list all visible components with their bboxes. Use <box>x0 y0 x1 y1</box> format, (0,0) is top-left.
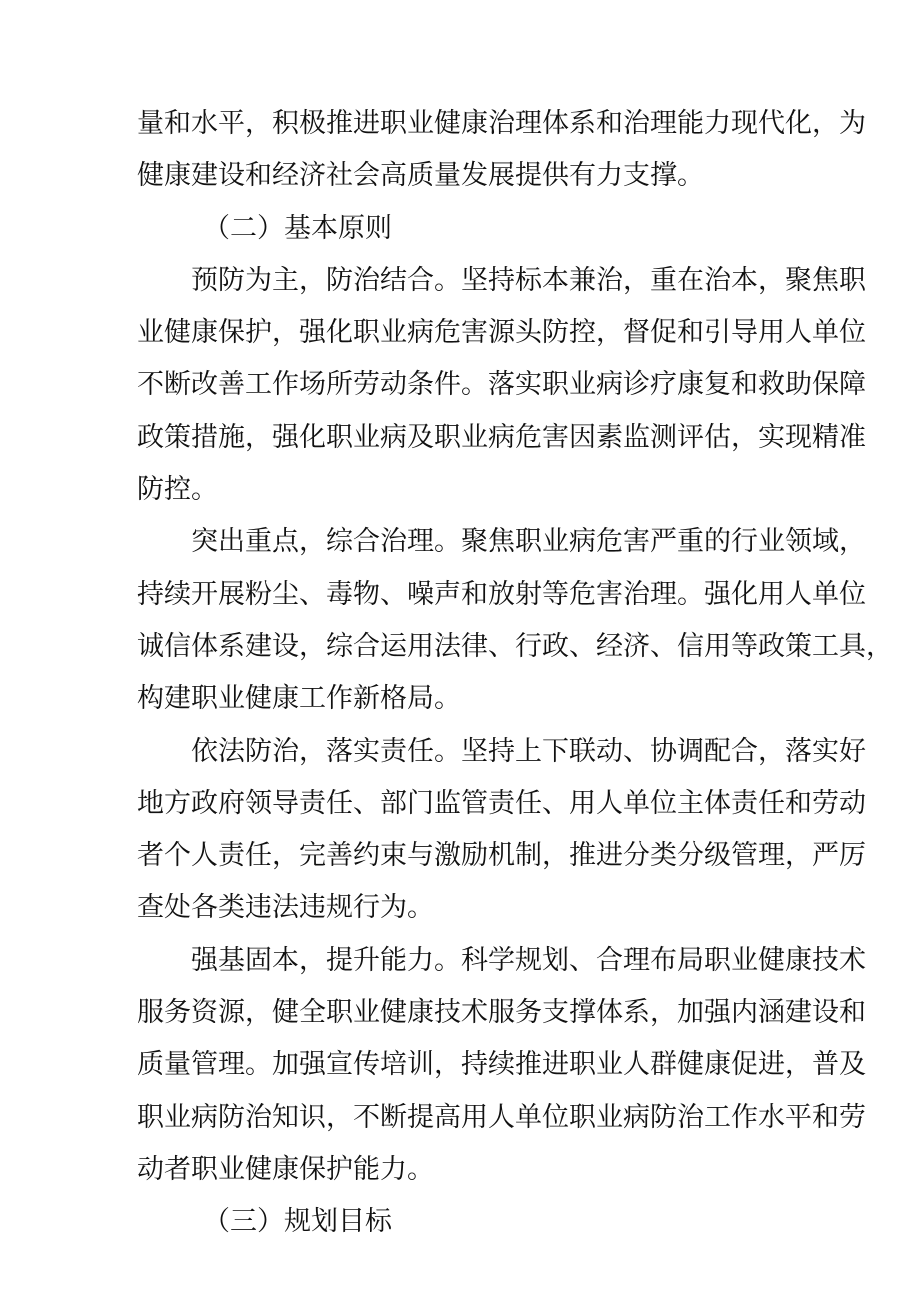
body-line: 健康建设和经济社会高质量发展提供有力支撑。 <box>137 160 704 192</box>
body-line: 突出重点，综合治理。聚焦职业病危害严重的行业领域， <box>191 526 866 558</box>
section-heading: （二）基本原则 <box>203 212 392 244</box>
body-line: 防控。 <box>137 474 218 506</box>
body-line: 不断改善工作场所劳动条件。落实职业病诊疗康复和救助保障 <box>137 369 866 401</box>
body-line: 查处各类违法违规行为。 <box>137 892 434 924</box>
body-line: 地方政府领导责任、部门监管责任、用人单位主体责任和劳动 <box>137 787 866 819</box>
body-line: 诚信体系建设，综合运用法律、行政、经济、信用等政策工具， <box>137 630 893 662</box>
body-line: 强基固本，提升能力。科学规划、合理布局职业健康技术 <box>191 944 866 976</box>
body-line: 政策措施，强化职业病及职业病危害因素监测评估，实现精准 <box>137 421 866 453</box>
body-line: 依法防治，落实责任。坚持上下联动、协调配合，落实好 <box>191 735 866 767</box>
body-line: 质量管理。加强宣传培训，持续推进职业人群健康促进，普及 <box>137 1049 866 1081</box>
body-line: 预防为主，防治结合。坚持标本兼治，重在治本，聚焦职 <box>191 264 866 296</box>
body-line: 服务资源，健全职业健康技术服务支撑体系，加强内涵建设和 <box>137 997 866 1029</box>
body-line: 业健康保护，强化职业病危害源头防控，督促和引导用人单位 <box>137 317 866 349</box>
body-line: 构建职业健康工作新格局。 <box>137 683 461 715</box>
document-body <box>137 98 893 1249</box>
body-line: 量和水平，积极推进职业健康治理体系和治理能力现代化，为 <box>137 108 866 139</box>
body-line: 者个人责任，完善约束与激励机制，推进分类分级管理，严厉 <box>137 840 866 872</box>
body-line: 动者职业健康保护能力。 <box>137 1153 434 1185</box>
body-line: 职业病防治知识，不断提高用人单位职业病防治工作水平和劳 <box>137 1101 866 1133</box>
section-heading: （三）规划目标 <box>203 1206 392 1238</box>
body-line: 持续开展粉尘、毒物、噪声和放射等危害治理。强化用人单位 <box>137 578 866 610</box>
